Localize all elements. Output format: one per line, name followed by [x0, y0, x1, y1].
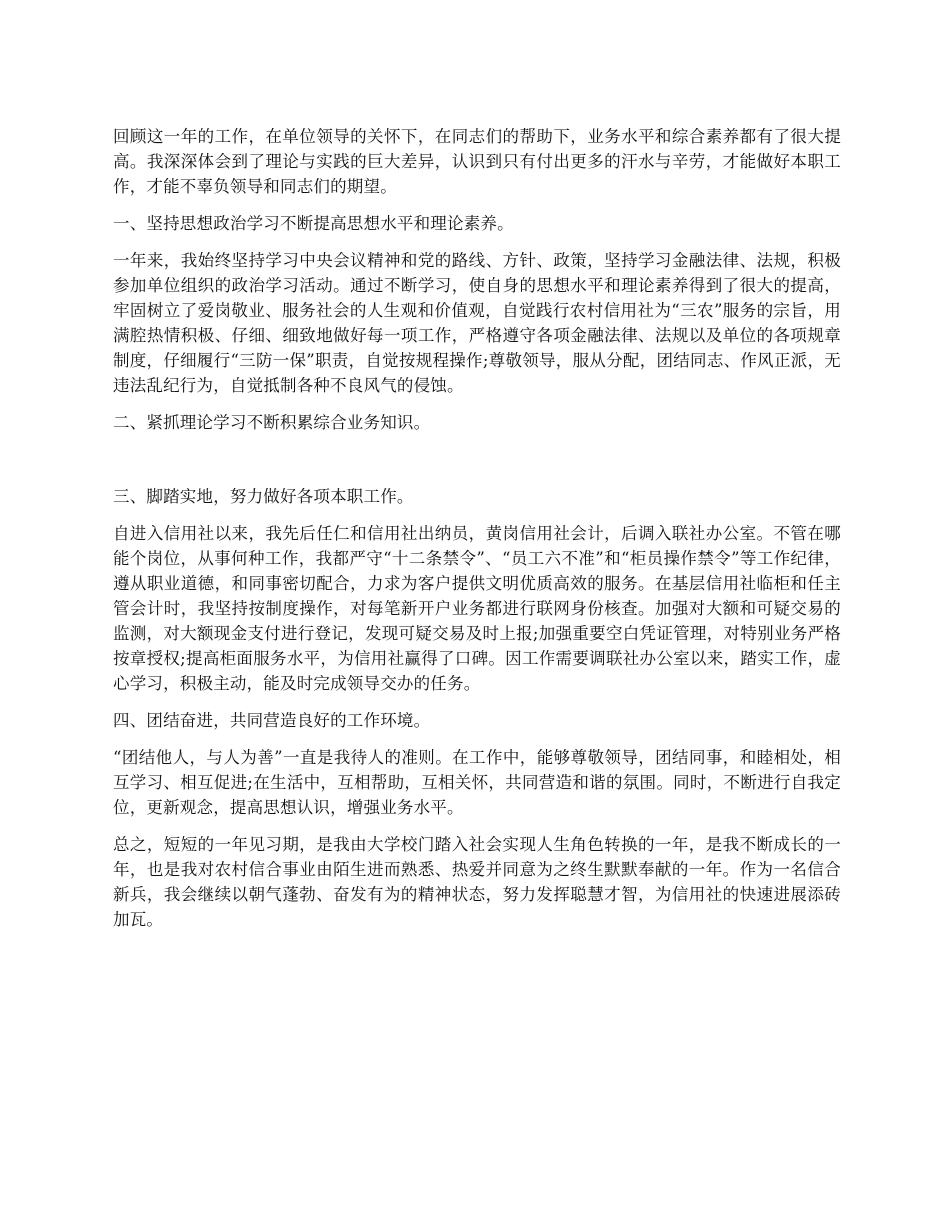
document-body: [113, 124, 841, 944]
conclusion-paragraph: 总之，短短的一年见习期，是我由大学校门踏入社会实现人生角色转换的一年，是我不断成长的一年，也是我对农村信合事业由陌生进而熟悉、热爱并同意为之终生默默奉献的一年。作为一名信合新兵，我会继续以朝气蓬勃、奋发有为的精神状态，努力发挥聪慧才智，为信用社的快速进展添砖加瓦。: [113, 835, 841, 929]
section-4-paragraph: “团结他人，与人为善”一直是我待人的准则。在工作中，能够尊敬领导，团结同事，和睦相处，相互学习、相互促进;在生活中，互相帮助，互相关怀，共同营造和谐的氛围。同时，不断进行自我定位，更新观念，提高思想认识，增强业务水平。: [113, 748, 841, 817]
section-heading-3: 三、脚踏实地，努力做好各项本职工作。: [113, 487, 414, 506]
blank-gap: [113, 447, 841, 484]
section-1-paragraph: 一年来，我始终坚持学习中央会议精神和党的路线、方针、政策，坚持学习金融法律、法规，积极参加单位组织的政治学习活动。通过不断学习，使自身的思想水平和理论素养得到了很大的提高，牢固树立了爱岗敬业、服务社会的人生观和价值观，自觉践行农村信用社为“三农”服务的宗旨，用满腔热情积极、仔细、细致地做好每一项工作，严格遵守各项金融法律、法规以及单位的各项规章制度，仔细履行“三防一保”职责，自觉按规程操作;尊敬领导，服从分配，团结同志、作风正派，无违法乱纪行为，自觉抵制各种不良风气的侵蚀。: [113, 251, 841, 395]
section-3-paragraph: 自进入信用社以来，我先后任仁和信用社出纳员，黄岗信用社会计，后调入联社办公室。不管在哪能个岗位，从事何种工作，我都严守“十二条禁令”、“员工六不准”和“柜员操作禁令”等工作纪律，遵从职业道德，和同事密切配合，力求为客户提供文明优质高效的服务。在基层信用社临柜和任主管会计时，我坚持按制度操作，对每笔新开户业务都进行联网身份核查。加强对大额和可疑交易的监测，对大额现金支付进行登记，发现可疑交易及时上报;加强重要空白凭证管理，对特别业务严格按章授权;提高柜面服务水平，为信用社赢得了口碑。因工作需要调联社办公室以来，踏实工作，虚心学习，积极主动，能及时完成领导交办的任务。: [113, 524, 841, 693]
section-heading-2: 二、紧抓理论学习不断积累综合业务知识。: [113, 413, 431, 432]
section-heading-4: 四、团结奋进，共同营造良好的工作环境。: [113, 711, 431, 730]
section-heading-1: 一、坚持思想政治学习不断提高思想水平和理论素养。: [113, 214, 514, 233]
intro-paragraph: 回顾这一年的工作，在单位领导的关怀下，在同志们的帮助下，业务水平和综合素养都有了很大提高。我深深体会到了理论与实践的巨大差异，认识到只有付出更多的汗水与辛劳，才能做好本职工作，才能不辜负领导和同志们的期望。: [113, 127, 841, 196]
